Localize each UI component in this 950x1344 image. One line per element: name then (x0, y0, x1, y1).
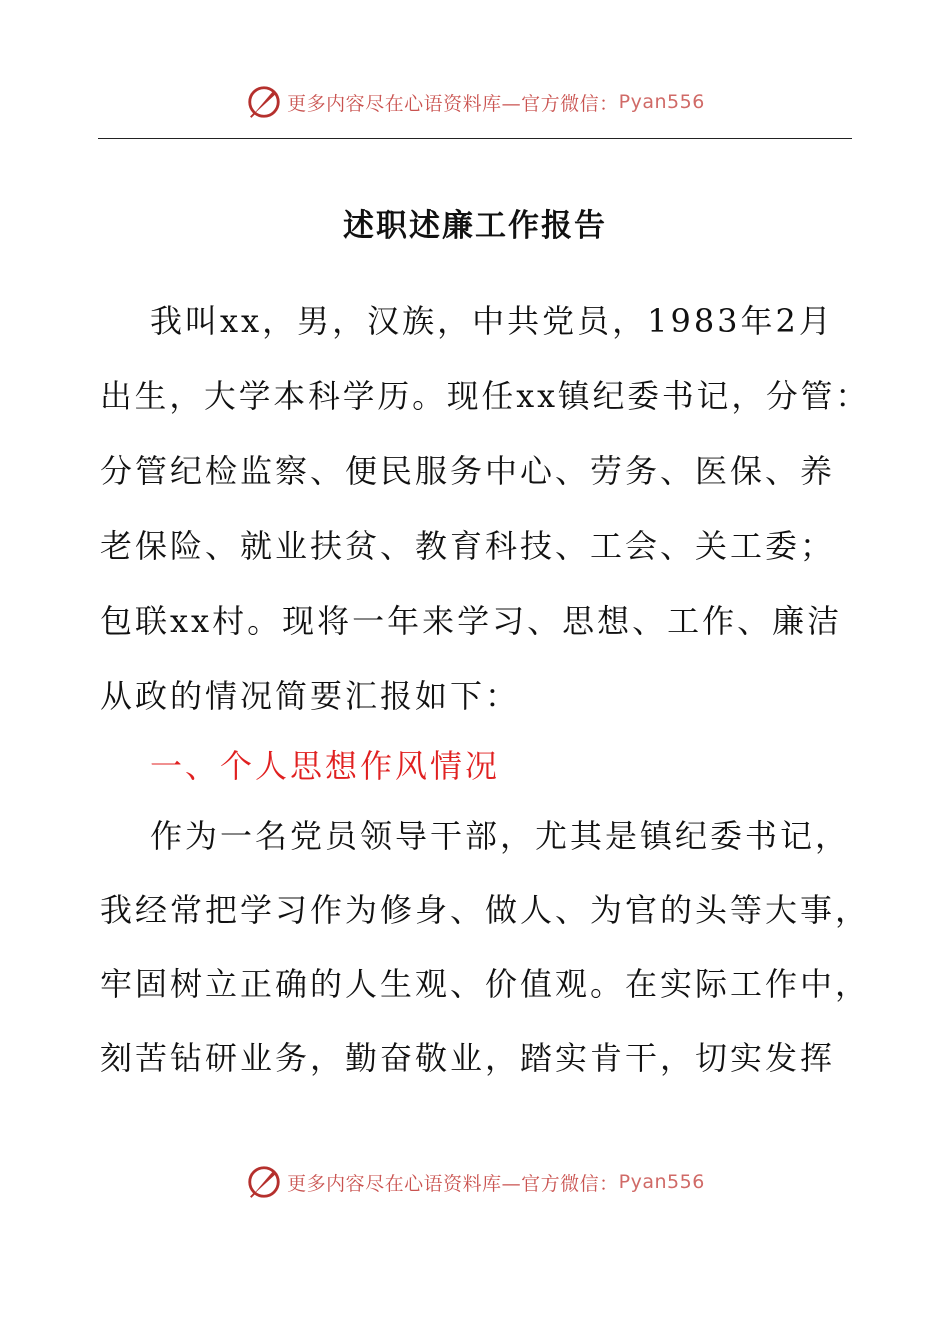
quill-pen-icon (245, 83, 283, 121)
body-line: 包联xx村。现将一年来学习、思想、工作、廉洁 (100, 602, 843, 640)
banner-wechat-id: Pyan556 (618, 91, 705, 113)
body-line: 我叫xx，男，汉族，中共党员，1983年2月 (150, 302, 834, 340)
banner-text: 更多内容尽在心语资料库—官方微信： (287, 1172, 619, 1195)
body-line: 老保险、就业扶贫、教育科技、工会、关工委； (100, 527, 836, 565)
body-line: 分管纪检监察、便民服务中心、劳务、医保、养 (100, 452, 836, 490)
section-line: 牢固树立正确的人生观、价值观。在实际工作中， (100, 965, 871, 1003)
quill-pen-icon (245, 1163, 283, 1201)
document-title: 述职述廉工作报告 (343, 208, 607, 244)
banner-text: 更多内容尽在心语资料库—官方微信： (287, 92, 619, 115)
header-divider (98, 138, 852, 139)
header-banner (0, 80, 950, 124)
section-heading: 一、个人思想作风情况 (150, 747, 501, 785)
body-line: 出生，大学本科学历。现任xx镇纪委书记，分管： (100, 377, 871, 415)
section-line: 我经常把学习作为修身、做人、为官的头等大事， (100, 891, 871, 929)
footer-banner (0, 1160, 950, 1204)
banner-wechat-id: Pyan556 (618, 1171, 705, 1193)
body-line: 从政的情况简要汇报如下： (100, 677, 521, 715)
section-line: 刻苦钻研业务，勤奋敬业，踏实肯干，切实发挥 (100, 1039, 836, 1077)
section-line: 作为一名党员领导干部，尤其是镇纪委书记， (150, 817, 851, 855)
